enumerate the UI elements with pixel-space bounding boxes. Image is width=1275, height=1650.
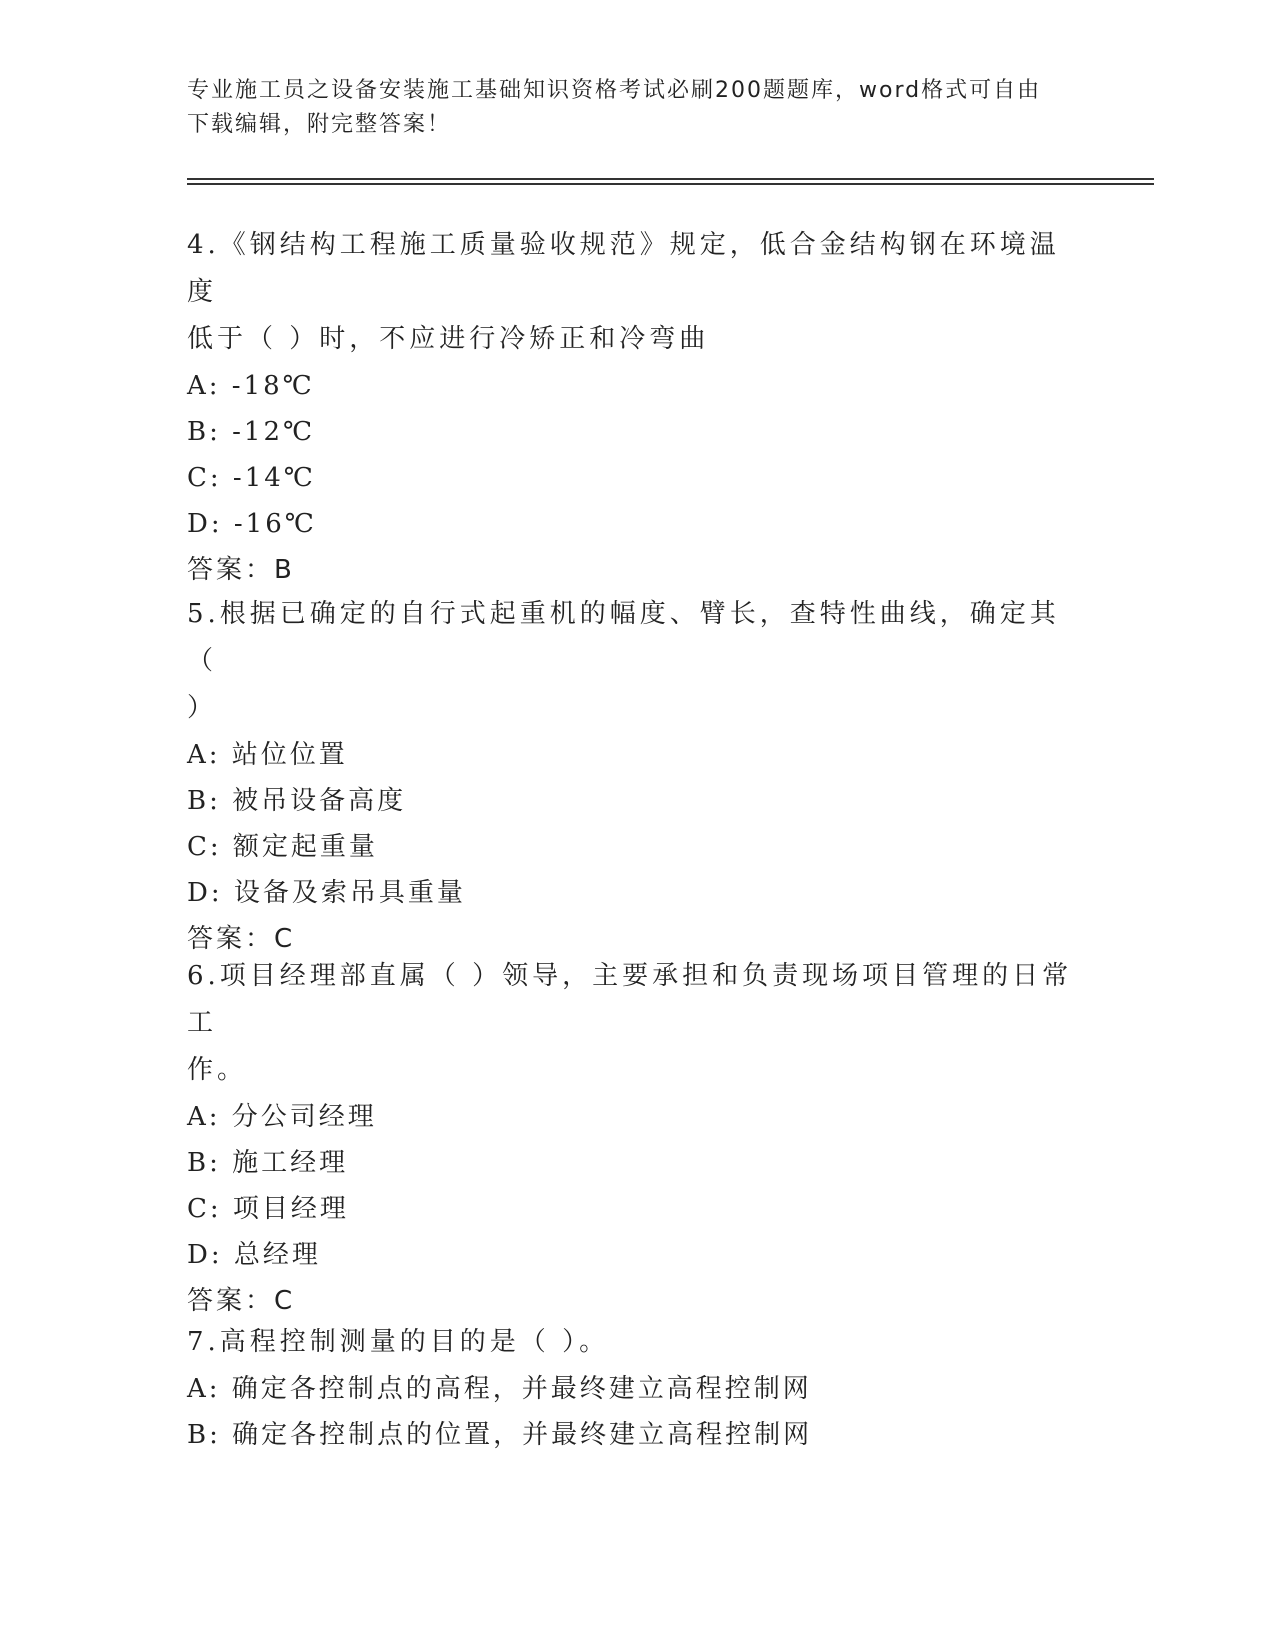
- option-c: C: 项目经理: [187, 1194, 349, 1224]
- option-b: B: 被吊设备高度: [187, 786, 407, 816]
- option-b: B: -12℃: [187, 417, 316, 447]
- question-stem-line: 5.根据已确定的自行式起重机的幅度、臂长，查特性曲线，确定其（: [187, 599, 1060, 676]
- header-line-1: 专业施工员之设备安装施工基础知识资格考试必刷200题题库，word格式可自由: [187, 78, 1042, 103]
- question-stem-line: 4.《钢结构工程施工质量验收规范》规定，低合金结构钢在环境温度: [187, 230, 1060, 307]
- question-5: [187, 591, 1087, 962]
- option-c: C: -14℃: [187, 463, 316, 493]
- option-a: A: -18℃: [187, 371, 315, 401]
- header-divider-bottom: [187, 183, 1154, 185]
- question-stem-line: ）: [187, 693, 218, 723]
- option-a: A: 站位位置: [187, 740, 348, 770]
- option-d: D: -16℃: [187, 509, 317, 539]
- document-header: [187, 74, 1087, 142]
- header-line-2: 下载编辑，附完整答案！: [187, 112, 452, 137]
- option-b: B: 施工经理: [187, 1148, 349, 1178]
- option-c: C: 额定起重量: [187, 832, 378, 862]
- option-a: A: 分公司经理: [187, 1102, 377, 1132]
- option-d: D: 设备及索吊具重量: [187, 878, 466, 908]
- question-6: [187, 953, 1087, 1324]
- question-4: [187, 222, 1087, 593]
- answer: 答案：C: [187, 924, 296, 954]
- question-stem-line: 6.项目经理部直属（ ）领导，主要承担和负责现场项目管理的日常工: [187, 961, 1073, 1038]
- question-stem-line: 作。: [187, 1055, 248, 1085]
- header-divider-top: [187, 178, 1154, 180]
- option-a: A: 确定各控制点的高程，并最终建立高程控制网: [187, 1374, 812, 1404]
- option-b: B: 确定各控制点的位置，并最终建立高程控制网: [187, 1420, 813, 1450]
- answer: 答案：B: [187, 555, 295, 585]
- question-stem-line: 7.高程控制测量的目的是（ ）。: [187, 1327, 610, 1357]
- answer: 答案：C: [187, 1286, 296, 1316]
- question-7: [187, 1319, 1087, 1458]
- question-stem-line: 低于（ ）时，不应进行冷矫正和冷弯曲: [187, 324, 710, 354]
- option-d: D: 总经理: [187, 1240, 321, 1270]
